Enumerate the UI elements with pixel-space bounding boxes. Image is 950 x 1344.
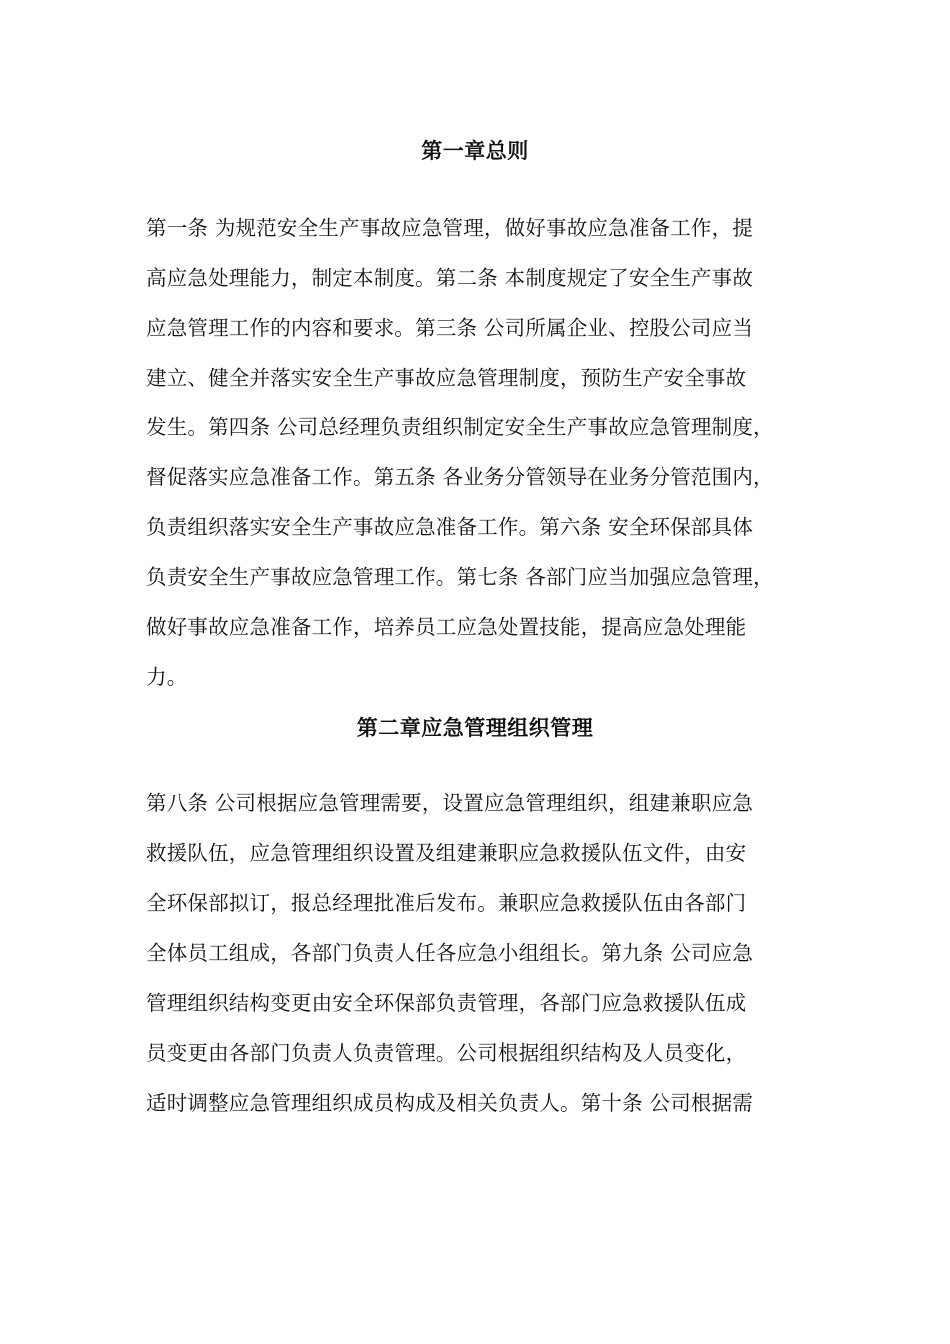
chapter1-line: 高应急处理能力，制定本制度。第二条 本制度规定了安全生产事故 xyxy=(146,266,754,290)
chapter2-line: 全环保部拟订，报总经理批准后发布。兼职应急救援队伍由各部门 xyxy=(146,891,747,915)
chapter1-line: 督促落实应急准备工作。第五条 各业务分管领导在业务分管范围内， xyxy=(146,465,774,489)
chapter1-line: 发生。第四条 公司总经理负责组织制定安全生产事故应急管理制度， xyxy=(146,415,774,439)
chapter2-line: 员变更由各部门负责人负责管理。公司根据组织结构及人员变化， xyxy=(146,1041,747,1065)
chapter1-title: 第一章总则 xyxy=(421,139,529,163)
chapter1-line: 第一条 为规范安全生产事故应急管理，做好事故应急准备工作，提 xyxy=(146,216,754,240)
chapter2-line: 全体员工组成，各部门负责人任各应急小组组长。第九条 公司应急 xyxy=(146,941,754,965)
chapter1-line: 负责组织落实安全生产事故应急准备工作。第六条 安全环保部具体 xyxy=(146,515,754,539)
chapter1-line: 应急管理工作的内容和要求。第三条 公司所属企业、控股公司应当 xyxy=(146,316,754,340)
chapter1-line: 建立、健全并落实安全生产事故应急管理制度，预防生产安全事故 xyxy=(146,366,747,390)
chapter1-line: 负责安全生产事故应急管理工作。第七条 各部门应当加强应急管理， xyxy=(146,565,774,589)
chapter2-line: 管理组织结构变更由安全环保部负责管理，各部门应急救援队伍成 xyxy=(146,991,747,1015)
chapter2-title: 第二章应急管理组织管理 xyxy=(356,716,594,740)
chapter2-line: 第八条 公司根据应急管理需要，设置应急管理组织，组建兼职应急 xyxy=(146,791,754,815)
chapter2-line: 适时调整应急管理组织成员构成及相关负责人。第十条 公司根据需 xyxy=(146,1091,754,1115)
chapter2-line: 救援队伍，应急管理组织设置及组建兼职应急救援队伍文件，由安 xyxy=(146,841,747,865)
chapter1-line: 力。 xyxy=(146,665,188,689)
chapter1-line: 做好事故应急准备工作，培养员工应急处置技能，提高应急处理能 xyxy=(146,615,747,639)
